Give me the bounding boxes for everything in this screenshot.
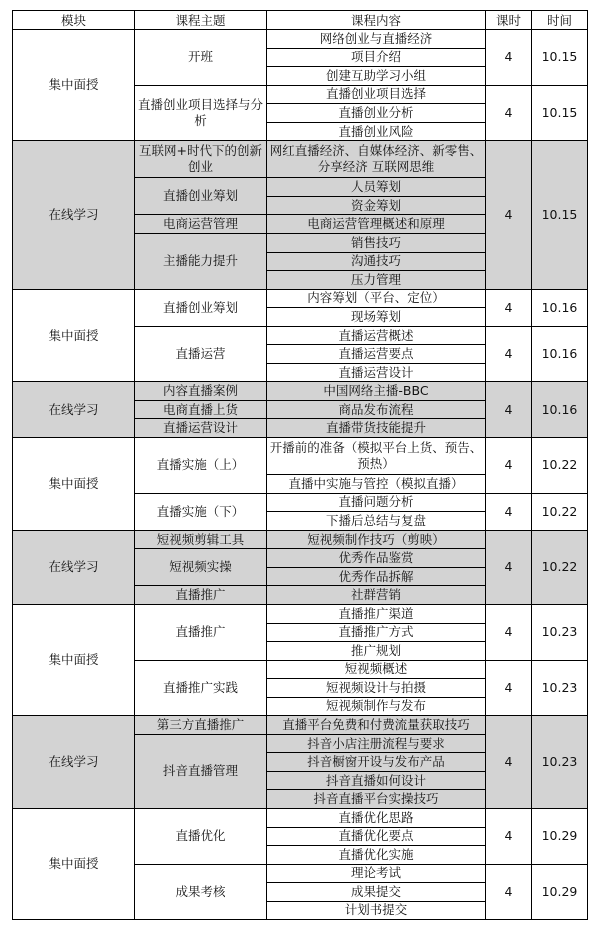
content-cell: 抖音小店注册流程与要求 — [267, 734, 486, 753]
date-cell: 10.23 — [532, 604, 588, 660]
content-cell: 推广规划 — [267, 642, 486, 661]
content-cell: 直播优化要点 — [267, 827, 486, 846]
content-cell: 下播后总结与复盘 — [267, 512, 486, 531]
module-cell: 在线学习 — [13, 530, 135, 604]
content-cell: 短视频制作与发布 — [267, 697, 486, 716]
content-cell: 计划书提交 — [267, 901, 486, 920]
content-cell: 短视频概述 — [267, 660, 486, 679]
date-cell: 10.23 — [532, 716, 588, 809]
topic-cell: 直播实施（下） — [135, 493, 267, 530]
topic-cell: 电商直播上货 — [135, 400, 267, 419]
date-cell: 10.29 — [532, 864, 588, 920]
date-cell: 10.16 — [532, 289, 588, 326]
topic-cell: 直播创业筹划 — [135, 178, 267, 215]
content-cell: 沟通技巧 — [267, 252, 486, 271]
content-cell: 社群营销 — [267, 586, 486, 605]
date-cell: 10.23 — [532, 660, 588, 716]
header-module: 模块 — [13, 11, 135, 30]
topic-cell: 直播创业项目选择与分析 — [135, 85, 267, 141]
content-cell: 直播问题分析 — [267, 493, 486, 512]
topic-cell: 内容直播案例 — [135, 382, 267, 401]
header-row — [13, 11, 588, 30]
module-cell: 集中面授 — [13, 604, 135, 715]
content-cell: 成果提交 — [267, 883, 486, 902]
topic-cell: 直播优化 — [135, 808, 267, 864]
header-hours: 课时 — [486, 11, 532, 30]
content-cell: 资金筹划 — [267, 196, 486, 215]
date-cell: 10.22 — [532, 530, 588, 604]
hours-cell: 4 — [486, 438, 532, 494]
content-cell: 内容筹划（平台、定位） — [267, 289, 486, 308]
date-cell: 10.22 — [532, 438, 588, 494]
date-cell: 10.15 — [532, 85, 588, 141]
content-cell: 理论考试 — [267, 864, 486, 883]
topic-cell: 短视频剪辑工具 — [135, 530, 267, 549]
module-cell: 在线学习 — [13, 141, 135, 289]
topic-cell: 抖音直播管理 — [135, 734, 267, 808]
content-cell: 网络创业与直播经济 — [267, 30, 486, 49]
module-cell: 在线学习 — [13, 382, 135, 438]
content-cell: 直播运营要点 — [267, 345, 486, 364]
module-cell: 集中面授 — [13, 438, 135, 531]
hours-cell: 4 — [486, 808, 532, 864]
content-cell: 抖音直播如何设计 — [267, 771, 486, 790]
content-cell: 直播优化实施 — [267, 846, 486, 865]
hours-cell: 4 — [486, 382, 532, 438]
table-row — [13, 30, 588, 49]
content-cell: 直播推广方式 — [267, 623, 486, 642]
table-row — [13, 716, 588, 735]
topic-cell: 第三方直播推广 — [135, 716, 267, 735]
content-cell: 直播创业风险 — [267, 122, 486, 141]
hours-cell: 4 — [486, 141, 532, 289]
content-cell: 商品发布流程 — [267, 400, 486, 419]
table-row — [13, 438, 588, 475]
course-schedule-table — [12, 10, 588, 920]
content-cell: 中国网络主播-BBC — [267, 382, 486, 401]
hours-cell: 4 — [486, 493, 532, 530]
hours-cell: 4 — [486, 604, 532, 660]
topic-cell: 直播推广 — [135, 604, 267, 660]
header-date: 时间 — [532, 11, 588, 30]
content-cell: 直播创业分析 — [267, 104, 486, 123]
hours-cell: 4 — [486, 660, 532, 716]
table-row — [13, 604, 588, 623]
content-cell: 直播创业项目选择 — [267, 85, 486, 104]
content-cell: 直播推广渠道 — [267, 604, 486, 623]
content-cell: 直播中实施与管控（模拟直播） — [267, 475, 486, 494]
table-row — [13, 530, 588, 549]
topic-cell: 开班 — [135, 30, 267, 86]
module-cell: 集中面授 — [13, 808, 135, 919]
table-row — [13, 141, 588, 178]
hours-cell: 4 — [486, 30, 532, 86]
hours-cell: 4 — [486, 85, 532, 141]
topic-cell: 互联网+时代下的创新创业 — [135, 141, 267, 178]
content-cell: 开播前的准备（模拟平台上货、预告、预热） — [267, 438, 486, 475]
table-row — [13, 289, 588, 308]
content-cell: 直播平台免费和付费流量获取技巧 — [267, 716, 486, 735]
hours-cell: 4 — [486, 326, 532, 382]
content-cell: 网红直播经济、自媒体经济、新零售、分享经济 互联网思维 — [267, 141, 486, 178]
topic-cell: 直播推广 — [135, 586, 267, 605]
module-cell: 集中面授 — [13, 30, 135, 141]
content-cell: 创建互助学习小组 — [267, 67, 486, 86]
content-cell: 销售技巧 — [267, 234, 486, 253]
header-topic: 课程主题 — [135, 11, 267, 30]
content-cell: 直播运营设计 — [267, 363, 486, 382]
date-cell: 10.15 — [532, 30, 588, 86]
topic-cell: 电商运营管理 — [135, 215, 267, 234]
topic-cell: 主播能力提升 — [135, 234, 267, 290]
topic-cell: 直播运营 — [135, 326, 267, 382]
hours-cell: 4 — [486, 864, 532, 920]
content-cell: 压力管理 — [267, 271, 486, 290]
header-content: 课程内容 — [267, 11, 486, 30]
date-cell: 10.15 — [532, 141, 588, 289]
content-cell: 电商运营管理概述和原理 — [267, 215, 486, 234]
topic-cell: 直播运营设计 — [135, 419, 267, 438]
date-cell: 10.16 — [532, 326, 588, 382]
topic-cell: 直播推广实践 — [135, 660, 267, 716]
content-cell: 抖音直播平台实操技巧 — [267, 790, 486, 809]
content-cell: 短视频设计与拍摄 — [267, 679, 486, 698]
content-cell: 优秀作品拆解 — [267, 567, 486, 586]
date-cell: 10.22 — [532, 493, 588, 530]
date-cell: 10.16 — [532, 382, 588, 438]
table-row — [13, 382, 588, 401]
module-cell: 在线学习 — [13, 716, 135, 809]
content-cell: 短视频制作技巧（剪映） — [267, 530, 486, 549]
date-cell: 10.29 — [532, 808, 588, 864]
content-cell: 现场筹划 — [267, 308, 486, 327]
topic-cell: 直播实施（上） — [135, 438, 267, 494]
hours-cell: 4 — [486, 530, 532, 604]
content-cell: 直播优化思路 — [267, 808, 486, 827]
content-cell: 直播带货技能提升 — [267, 419, 486, 438]
hours-cell: 4 — [486, 716, 532, 809]
content-cell: 优秀作品鉴赏 — [267, 549, 486, 568]
topic-cell: 短视频实操 — [135, 549, 267, 586]
content-cell: 项目介绍 — [267, 48, 486, 67]
content-cell: 抖音橱窗开设与发布产品 — [267, 753, 486, 772]
hours-cell: 4 — [486, 289, 532, 326]
topic-cell: 成果考核 — [135, 864, 267, 920]
content-cell: 直播运营概述 — [267, 326, 486, 345]
module-cell: 集中面授 — [13, 289, 135, 382]
topic-cell: 直播创业筹划 — [135, 289, 267, 326]
content-cell: 人员筹划 — [267, 178, 486, 197]
table-row — [13, 808, 588, 827]
